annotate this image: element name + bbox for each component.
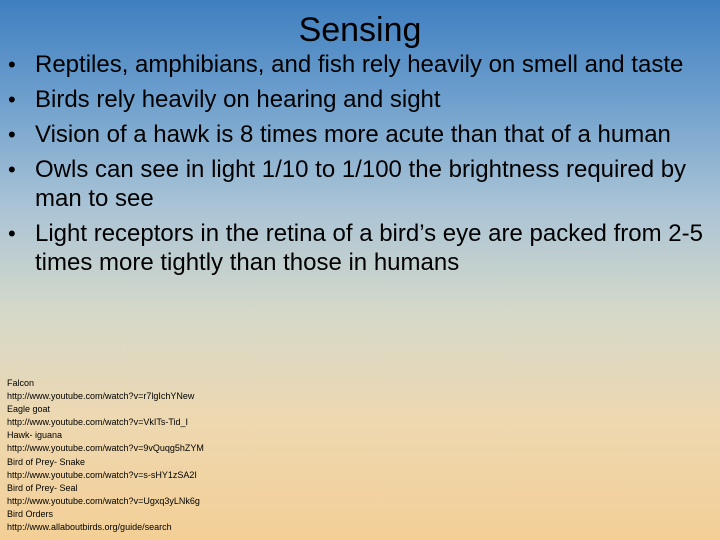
bullet-item (0, 50, 715, 79)
link-label: Hawk- iguana (7, 430, 63, 441)
link-label: Bird of Prey- Snake (7, 456, 86, 467)
bullet-text: Owls can see in light 1/10 to 1/100 the brightness required by man to see (35, 156, 687, 212)
link-url[interactable]: http://www.allaboutbirds.org/guide/search (7, 522, 172, 533)
link-url[interactable]: http://www.youtube.com/watch?v=r7lgIchYNew (7, 391, 195, 402)
link-url[interactable]: http://www.youtube.com/watch?v=s-sHY1zSA2I (7, 469, 197, 480)
bullet-text: Birds rely heavily on hearing and sight (35, 86, 441, 113)
link-label: Bird Orders (7, 508, 54, 519)
link-url[interactable]: http://www.youtube.com/watch?v=9vQuqg5hZYM (7, 443, 204, 454)
slide-title: Sensing (298, 11, 422, 49)
bullet-item (0, 85, 715, 114)
link-url[interactable]: http://www.youtube.com/watch?v=Ugxq3yLNk6g (7, 495, 200, 506)
bullet-icon: • (8, 87, 16, 112)
bullet-icon: • (8, 157, 16, 182)
bullet-icon: • (8, 52, 16, 77)
bullet-text: Light receptors in the retina of a bird’s eye are packed from 2-5 times more tightly than those in humans (35, 220, 703, 276)
link-url[interactable]: http://www.youtube.com/watch?v=VkITs-Tid_I (7, 417, 188, 428)
video-links (7, 377, 407, 534)
link-label: Falcon (7, 378, 35, 388)
bullet-icon: • (8, 122, 16, 147)
bullet-item (0, 219, 715, 277)
bullet-icon: • (8, 221, 16, 246)
bullet-item (0, 120, 715, 149)
link-label: Bird of Prey- Seal (7, 482, 78, 493)
bullet-item (0, 155, 715, 213)
bullet-text: Reptiles, amphibians, and fish rely heavily on smell and taste (35, 51, 684, 78)
bullet-list (0, 50, 715, 283)
link-label: Eagle goat (7, 404, 51, 415)
bullet-text: Vision of a hawk is 8 times more acute than that of a human (35, 121, 671, 148)
